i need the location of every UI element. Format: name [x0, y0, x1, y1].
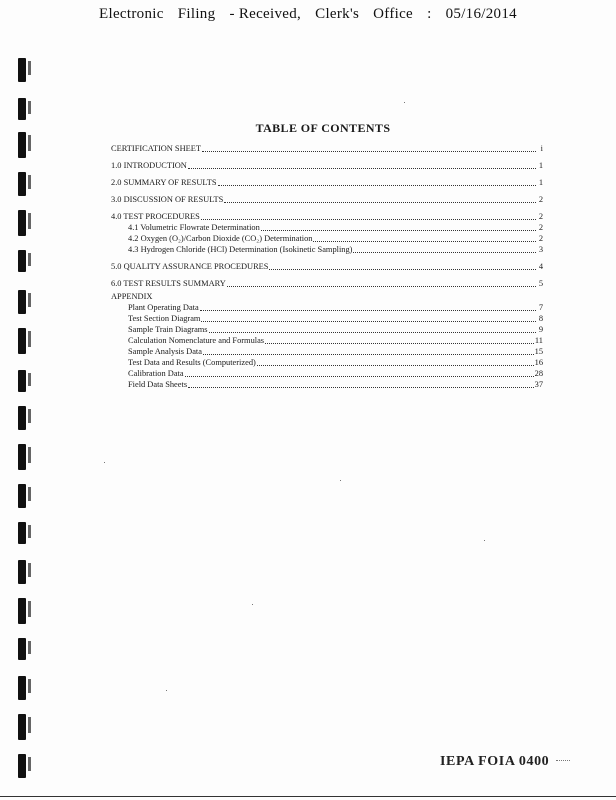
leader-dots: [261, 229, 536, 231]
toc-entry-page: 3: [538, 245, 543, 254]
toc-entry-volumetric-flowrate: [111, 222, 543, 233]
toc-entry-test-results: [111, 278, 543, 289]
leader-dots: [257, 364, 534, 366]
leader-dots: [201, 320, 536, 322]
toc-entry-page: 2: [538, 234, 543, 243]
toc-entry-field-data-sheets: [111, 379, 543, 390]
toc-entry-page: 7: [538, 303, 543, 312]
toc-entry-sample-analysis-data: [111, 346, 543, 357]
toc-entry-label: Test Section Diagram: [128, 314, 201, 323]
toc-entry-page: 2: [538, 212, 543, 221]
toc-entry-page: 28: [534, 369, 543, 378]
toc-entry-label: Calibration Data: [128, 369, 184, 378]
leader-dots: [227, 285, 536, 287]
binding-hole: [18, 444, 26, 470]
header-word-office: Office: [373, 6, 414, 22]
leader-dots: [353, 251, 536, 253]
toc-entry-test-procedures: [111, 211, 543, 222]
toc-entry-label: Field Data Sheets: [128, 380, 188, 389]
toc-entry-summary: [111, 177, 543, 188]
binding-hole: [18, 484, 26, 508]
leader-dots: [201, 218, 536, 220]
footer-dots: [556, 760, 570, 761]
scan-speck: [340, 480, 341, 481]
toc-entry-calculation-nomenclature: [111, 335, 543, 346]
leader-dots: [188, 386, 534, 388]
binding-hole: [18, 560, 26, 584]
toc-entry-label: 4.2 Oxygen (O₂)/Carbon Dioxide (CO₂) Determination: [128, 234, 313, 243]
leader-dots: [313, 240, 536, 242]
toc-entry-label: CERTIFICATION SHEET: [111, 144, 201, 153]
header-word-clerks: Clerk's: [315, 6, 360, 22]
toc-entry-label: 6.0 TEST RESULTS SUMMARY: [111, 279, 226, 288]
toc-entry-introduction: [111, 160, 543, 171]
binding-hole: [18, 638, 26, 660]
toc-entry-oxygen-co2: [111, 233, 543, 244]
scan-speck: [404, 102, 405, 103]
toc-entry-label: 4.1 Volumetric Flowrate Determination: [128, 223, 260, 232]
binding-hole: [18, 290, 26, 314]
toc-title: TABLE OF CONTENTS: [255, 121, 391, 135]
leader-dots: [203, 353, 534, 355]
filing-header: [0, 6, 616, 23]
leader-dots: [185, 375, 534, 377]
scan-speck: [166, 690, 167, 691]
toc-entry-label: 4.0 TEST PROCEDURES: [111, 212, 200, 221]
header-word-electronic: Electronic: [99, 6, 164, 22]
scan-speck: [104, 462, 105, 463]
binding-hole: [18, 210, 26, 236]
binding-hole: [18, 406, 26, 430]
toc-entry-page: 2: [538, 223, 543, 232]
binding-hole: [18, 250, 26, 272]
toc-entry-page: 1: [538, 178, 543, 187]
table-of-contents: [111, 143, 543, 390]
toc-entry-test-data-results: [111, 357, 543, 368]
toc-entry-label: Calculation Nomenclature and Formulas: [128, 336, 265, 345]
binding-hole: [18, 58, 26, 82]
toc-entry-page: 11: [534, 336, 543, 345]
binding-hole: [18, 172, 26, 196]
toc-entry-label: Test Data and Results (Computerized): [128, 358, 256, 367]
header-colon: :: [427, 6, 432, 22]
leader-dots: [269, 268, 536, 270]
toc-entry-discussion: [111, 194, 543, 205]
toc-entry-hydrogen-chloride: [111, 244, 543, 255]
toc-entry-label: Sample Analysis Data: [128, 347, 202, 356]
binding-holes: [14, 50, 38, 780]
toc-entry-page: 4: [538, 262, 543, 271]
toc-entry-certification: [111, 143, 543, 154]
binding-hole: [18, 714, 26, 740]
binding-hole: [18, 754, 26, 778]
leader-dots: [200, 309, 536, 311]
toc-entry-plant-operating-data: [111, 302, 543, 313]
toc-entry-page: 2: [538, 195, 543, 204]
leader-dots: [209, 331, 536, 333]
page-bottom-edge: [0, 796, 616, 797]
toc-entry-page: 1: [538, 161, 543, 170]
scan-speck: [252, 604, 253, 605]
toc-entry-sample-train-diagrams: [111, 324, 543, 335]
toc-entry-test-section-diagram: [111, 313, 543, 324]
toc-entry-page: 9: [538, 325, 543, 334]
toc-entry-page: 16: [534, 358, 543, 367]
toc-entry-label: 5.0 QUALITY ASSURANCE PROCEDURES: [111, 262, 269, 271]
binding-hole: [18, 676, 26, 700]
toc-entry-page: 15: [534, 347, 543, 356]
binding-hole: [18, 598, 26, 624]
toc-entry-page: 5: [538, 279, 543, 288]
toc-entry-label: APPENDIX: [111, 292, 153, 301]
toc-entry-label: 1.0 INTRODUCTION: [111, 161, 187, 170]
toc-entry-page: 8: [538, 314, 543, 323]
leader-dots: [218, 184, 537, 186]
toc-entry-appendix: [111, 291, 543, 302]
leader-dots: [202, 150, 536, 152]
binding-hole: [18, 98, 26, 120]
header-word-received: - Received,: [229, 6, 302, 22]
header-date: 05/16/2014: [445, 6, 517, 22]
foia-stamp: IEPA FOIA 0400: [440, 754, 550, 769]
toc-entry-page: i: [540, 144, 543, 153]
toc-entry-calibration-data: [111, 368, 543, 379]
leader-dots: [265, 342, 534, 344]
binding-hole: [18, 328, 26, 354]
toc-entry-quality-assurance: [111, 261, 543, 272]
binding-hole: [18, 522, 26, 544]
binding-hole: [18, 370, 26, 392]
toc-entry-label: 4.3 Hydrogen Chloride (HCl) Determination (Isokinetic Sampling): [128, 245, 353, 254]
toc-entry-label: Plant Operating Data: [128, 303, 199, 312]
leader-dots: [188, 167, 536, 169]
toc-entry-label: Sample Train Diagrams: [128, 325, 208, 334]
toc-entry-page: 37: [534, 380, 543, 389]
scan-speck: [484, 540, 485, 541]
leader-dots: [224, 201, 536, 203]
toc-entry-label: 3.0 DISCUSSION OF RESULTS: [111, 195, 224, 204]
header-word-filing: Filing: [177, 6, 216, 22]
toc-entry-label: 2.0 SUMMARY OF RESULTS: [111, 178, 217, 187]
